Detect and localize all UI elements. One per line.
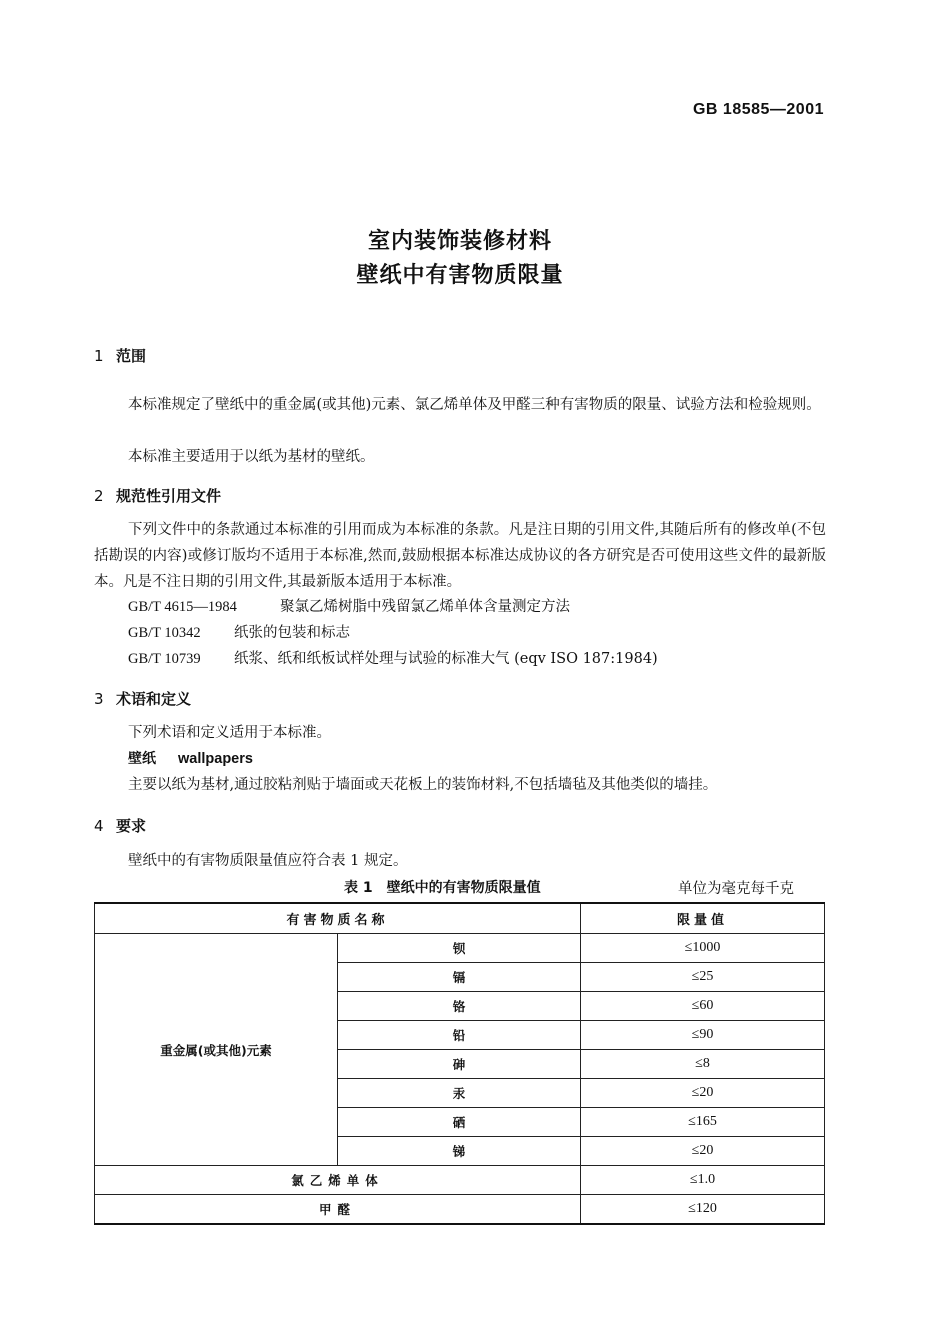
limit-value: ≤165 (581, 1108, 825, 1137)
section-2-paragraph: 下列文件中的条款通过本标准的引用而成为本标准的条款。凡是注日期的引用文件,其随后所有的修改单(不包括勘误的内容)或修订版均不适用于本标准,然而,鼓励根据本标准达成协议的各方研究是否可使用这些文件的最新版本。凡是不注日期的引用文件,其最新版本适用于本标准。 (94, 522, 826, 590)
reference-item (128, 648, 658, 670)
header-limit-value: 限量值 (581, 903, 825, 934)
limit-value: ≤8 (581, 1050, 825, 1079)
table-row (95, 1166, 825, 1195)
element-name: 锑 (338, 1137, 581, 1166)
section-3-intro: 下列术语和定义适用于本标准。 (128, 725, 331, 741)
reference-item (128, 596, 570, 618)
reference-title: 纸浆、纸和纸板试样处理与试验的标准大气 (eqv ISO 187:1984) (234, 651, 658, 667)
document-title-line2: 壁纸中有害物质限量 (356, 263, 564, 288)
element-name: 钡 (338, 934, 581, 963)
section-1-paragraph-1: 本标准规定了壁纸中的重金属(或其他)元素、氯乙烯单体及甲醛三种有害物质的限量、试验方法和检验规则。 (128, 397, 821, 413)
section-title: 规范性引用文件 (116, 487, 222, 505)
term-definition: 主要以纸为基材,通过胶粘剂贴于墙面或天花板上的装饰材料,不包括墙毡及其他类似的墙挂。 (128, 777, 718, 793)
table-row (95, 934, 825, 963)
section-number: 3 (94, 690, 104, 708)
element-name: 铅 (338, 1021, 581, 1050)
limit-value: ≤25 (581, 963, 825, 992)
section-4-intro: 壁纸中的有害物质限量值应符合表 1 规定。 (128, 853, 408, 869)
reference-item (128, 622, 350, 644)
limit-value: ≤20 (581, 1079, 825, 1108)
section-number: 2 (94, 487, 104, 505)
reference-code: GB/T 10739 (128, 651, 201, 667)
section-2-heading (94, 485, 221, 506)
reference-code: GB/T 10342 (128, 625, 201, 641)
section-title: 术语和定义 (116, 690, 192, 708)
limit-value: ≤60 (581, 992, 825, 1021)
table-header-row (95, 903, 825, 934)
table-row (95, 1195, 825, 1225)
term-entry (128, 748, 253, 770)
element-name: 硒 (338, 1108, 581, 1137)
document-title-line1: 室内装饰装修材料 (367, 229, 552, 254)
substance-name: 甲醛 (95, 1195, 581, 1225)
reference-title: 纸张的包装和标志 (234, 625, 350, 641)
term-english: wallpapers (178, 751, 253, 767)
element-name: 铬 (338, 992, 581, 1021)
group-label: 重金属(或其他)元素 (95, 934, 338, 1166)
table-caption: 表 1 壁纸中的有害物质限量值 (344, 880, 541, 896)
limit-value: ≤120 (581, 1195, 825, 1225)
limit-value: ≤90 (581, 1021, 825, 1050)
limit-value: ≤20 (581, 1137, 825, 1166)
section-4-heading (94, 815, 146, 836)
element-name: 汞 (338, 1079, 581, 1108)
term-chinese: 壁纸 (128, 751, 156, 767)
substance-name: 氯乙烯单体 (95, 1166, 581, 1195)
reference-title: 聚氯乙烯树脂中残留氯乙烯单体含量测定方法 (280, 599, 570, 615)
section-title: 范围 (116, 347, 147, 365)
limits-table (94, 902, 825, 1225)
section-3-heading (94, 688, 191, 709)
table-unit: 单位为毫克每千克 (678, 881, 794, 897)
section-1-paragraph-2: 本标准主要适用于以纸为基材的壁纸。 (128, 449, 375, 465)
section-1-heading (94, 345, 146, 366)
reference-code: GB/T 4615—1984 (128, 599, 237, 615)
header-substance-name: 有害物质名称 (95, 903, 581, 934)
element-name: 砷 (338, 1050, 581, 1079)
limit-value: ≤1.0 (581, 1166, 825, 1195)
limit-value: ≤1000 (581, 934, 825, 963)
standard-number: GB 18585—2001 (692, 101, 824, 118)
element-name: 镉 (338, 963, 581, 992)
section-number: 1 (94, 347, 104, 365)
section-title: 要求 (116, 817, 147, 835)
section-number: 4 (94, 817, 104, 835)
